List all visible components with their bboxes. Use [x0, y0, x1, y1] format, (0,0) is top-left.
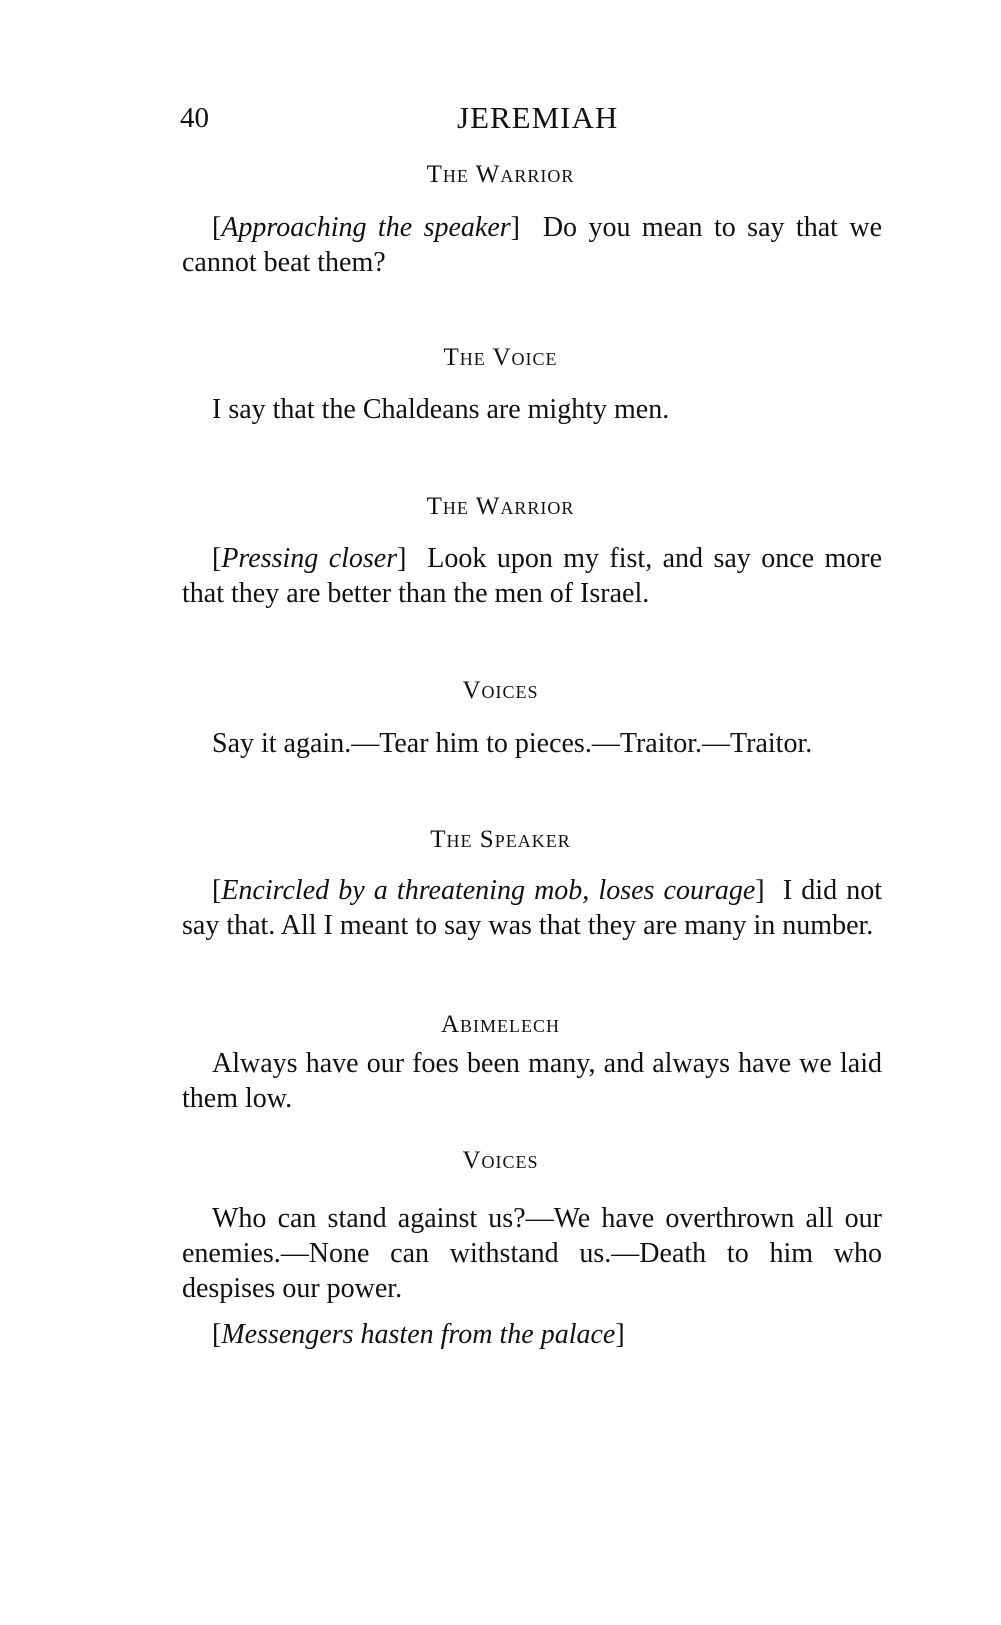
- running-title: JEREMIAH: [457, 100, 619, 135]
- stage-direction: Messengers hasten from the palace: [221, 1319, 616, 1350]
- speaker-heading: The Warrior: [426, 493, 575, 520]
- speech-text: Say it again.—Tear him to pieces.—Traitor.—Traitor.: [212, 728, 813, 759]
- speech-text: Who can stand against us?—We have overthrown all our enemies.—None can withstand us.—Death to him who despises our power.: [182, 1203, 882, 1304]
- speech-paragraph: [Approaching the speaker] Do you mean to say that we cannot beat them?: [182, 212, 882, 278]
- speech-paragraph: [182, 1201, 882, 1306]
- speaker-heading: Voices: [462, 1147, 539, 1174]
- speaker-heading: The Speaker: [430, 826, 571, 853]
- speech-text: Do you mean to say that we cannot beat them?: [182, 212, 882, 278]
- speech-text: I did not say that. All I meant to say was that they are many in number.: [182, 875, 882, 941]
- closing-stage-direction: [Messengers hasten from the palace]: [212, 1319, 625, 1350]
- stage-direction: Pressing closer: [221, 543, 398, 574]
- speech-paragraph: [182, 392, 882, 427]
- page-number: 40: [180, 102, 209, 134]
- stage-direction: Approaching the speaker: [221, 212, 511, 243]
- speech-paragraph: [182, 1046, 882, 1116]
- speaker-heading: Voices: [462, 677, 539, 704]
- speaker-heading: The Voice: [443, 344, 558, 371]
- speech-text: Look upon my fist, and say once more that they are better than the men of Israel.: [182, 543, 882, 609]
- speech-paragraph: [Pressing closer] Look upon my fist, and say once more that they are better than the men of Israel.: [182, 543, 882, 609]
- speaker-heading: The Warrior: [426, 161, 575, 188]
- speech-paragraph: [182, 726, 882, 761]
- speech-paragraph: [Encircled by a threatening mob, loses courage] I did not say that. All I meant to say was that they are many in number.: [182, 875, 882, 941]
- speaker-heading: Abimelech: [440, 1011, 561, 1038]
- speech-text: I say that the Chaldeans are mighty men.: [212, 394, 670, 425]
- stage-direction: Encircled by a threatening mob, loses courage: [221, 875, 756, 906]
- speech-text: Always have our foes been many, and always have we laid them low.: [182, 1048, 882, 1114]
